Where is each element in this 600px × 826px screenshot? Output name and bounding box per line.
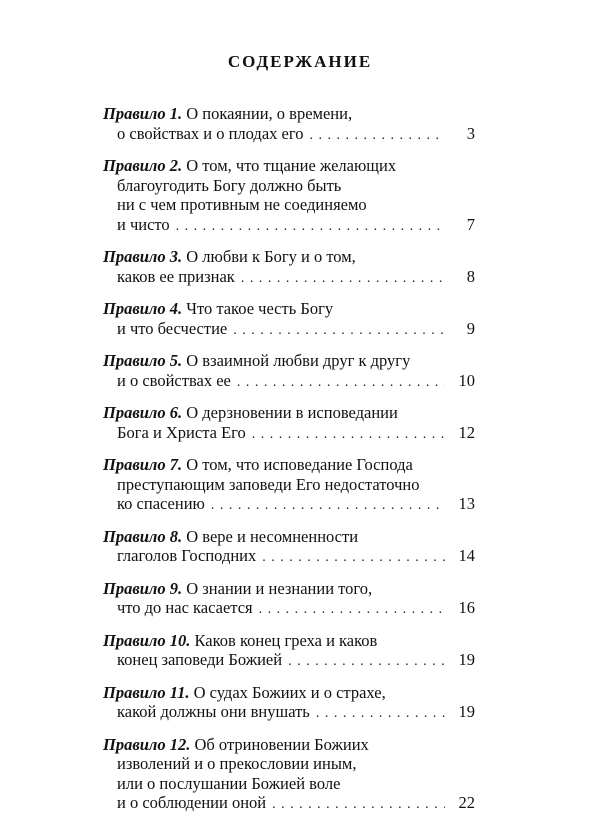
toc-entry[interactable]	[103, 104, 475, 145]
toc-entry[interactable]	[103, 735, 475, 815]
page-number: 10	[458, 370, 475, 390]
toc-entry-line	[103, 475, 475, 495]
toc-entry[interactable]	[103, 683, 475, 724]
toc-entry-text	[103, 527, 358, 546]
page-number: 3	[466, 123, 475, 143]
toc-line-text: или о послушании Божией воле	[117, 773, 341, 793]
toc-line-text: О том, что тщание желающих	[186, 156, 397, 175]
toc-line-text: О взаимной любви друг к другу	[186, 351, 411, 370]
rule-label: Правило 11.	[103, 682, 190, 702]
toc-line-text: ко спасению	[117, 494, 205, 513]
toc-entry-last-line	[103, 494, 475, 516]
toc-entry-last-line	[103, 650, 475, 672]
rule-label: Правило 3.	[103, 247, 183, 266]
toc-line-text: О любви к Богу и о том,	[186, 247, 356, 266]
page-title: СОДЕРЖАНИЕ	[227, 52, 373, 71]
toc-line-text: Что такое честь Богу	[186, 299, 334, 318]
toc-entry-last-line	[103, 793, 475, 815]
toc-entry-text	[117, 702, 310, 722]
toc-entry-last-line	[103, 267, 475, 289]
toc-entry-line	[103, 156, 475, 176]
rule-label: Правило 9.	[103, 578, 183, 598]
toc-line-text: глаголов Господних	[117, 546, 257, 565]
rule-label: Правило 1.	[103, 104, 183, 123]
toc-entry[interactable]	[103, 247, 475, 288]
toc-line-text: благоугодить Богу должно быть	[117, 175, 342, 195]
page-number: 13	[458, 494, 475, 513]
page-number: 12	[458, 422, 475, 442]
toc-entry-text	[117, 546, 256, 566]
rule-label: Правило 8.	[103, 526, 183, 546]
dot-leader	[176, 217, 445, 237]
page-number: 19	[458, 650, 475, 669]
table-of-contents	[103, 104, 475, 826]
toc-line-text: что до нас касается	[117, 598, 253, 617]
rule-label: Правило 12.	[103, 734, 191, 754]
dot-leader	[262, 548, 445, 568]
toc-line-text: Каков конец греха и каков	[194, 630, 378, 650]
toc-entry-text	[103, 631, 377, 650]
toc-entry-text	[117, 754, 357, 773]
toc-entry[interactable]	[103, 579, 475, 620]
toc-entry-last-line	[103, 702, 475, 724]
toc-entry-text	[117, 371, 231, 391]
page-number: 9	[466, 318, 475, 338]
page-number: 8	[466, 266, 475, 286]
toc-line-text: Об отриновении Божиих	[194, 734, 369, 754]
toc-line-text: ни с чем противным не соединяемо	[117, 195, 367, 214]
page-number: 16	[458, 598, 475, 617]
toc-entry-line	[103, 735, 475, 755]
toc-entry-line	[103, 631, 475, 651]
toc-entry-line	[103, 247, 475, 267]
toc-line-text: каков ее признак	[117, 266, 235, 286]
toc-entry-text	[103, 455, 413, 474]
toc-line-text: Бога и Христа Его	[117, 422, 246, 442]
toc-entry-line	[103, 774, 475, 794]
dot-leader	[233, 321, 445, 341]
toc-entry-line	[103, 455, 475, 475]
toc-entry[interactable]	[103, 403, 475, 444]
toc-entry-text	[103, 403, 398, 422]
toc-entry-text	[117, 475, 419, 494]
toc-line-text: преступающим заповеди Его недостаточно	[117, 474, 420, 494]
toc-line-text: О дерзновении в исповедании	[186, 403, 398, 422]
toc-entry-text	[103, 156, 396, 175]
dot-leader	[316, 704, 445, 724]
toc-entry-text	[117, 650, 282, 670]
toc-entry-last-line	[103, 124, 475, 146]
toc-entry-last-line	[103, 371, 475, 393]
toc-entry-line	[103, 351, 475, 371]
toc-line-text: О том, что исповедание Господа	[186, 455, 413, 474]
toc-line-text: и что бесчестие	[117, 318, 228, 338]
toc-line-text: конец заповеди Божией	[117, 650, 283, 669]
page-number: 22	[458, 793, 475, 812]
toc-entry-text	[117, 176, 341, 195]
toc-entry-text	[103, 735, 369, 754]
toc-entry-line	[103, 683, 475, 703]
rule-label: Правило 4.	[103, 299, 183, 318]
toc-entry-text	[103, 104, 352, 123]
toc-entry-text	[103, 351, 410, 370]
rule-label: Правило 2.	[103, 156, 183, 175]
toc-entry-last-line	[103, 546, 475, 568]
toc-entry-text	[117, 215, 170, 235]
toc-entry[interactable]	[103, 156, 475, 236]
toc-line-text: и о соблюдении оной	[117, 793, 267, 812]
rule-label: Правило 5.	[103, 351, 183, 370]
toc-line-text: и чисто	[117, 214, 170, 234]
toc-line-text: какой должны они внушать	[117, 702, 310, 721]
page-number: 19	[458, 702, 475, 721]
toc-entry-text	[103, 579, 372, 598]
rule-label: Правило 6.	[103, 403, 183, 422]
toc-entry-text	[103, 247, 356, 266]
dot-leader	[288, 652, 445, 672]
dot-leader	[252, 425, 445, 445]
toc-entry[interactable]	[103, 455, 475, 516]
toc-line-text: и о свойствах ее	[117, 370, 231, 390]
dot-leader	[309, 126, 445, 146]
toc-entry-line	[103, 195, 475, 215]
toc-entry-text	[117, 774, 340, 793]
toc-entry-line	[103, 176, 475, 196]
page-number: 7	[466, 214, 475, 234]
toc-entry-line	[103, 299, 475, 319]
toc-line-text: О вере и несомненности	[186, 526, 359, 546]
toc-entry-text	[117, 494, 205, 514]
toc-entry-last-line	[103, 319, 475, 341]
toc-entry[interactable]	[103, 351, 475, 392]
dot-leader	[272, 795, 445, 815]
toc-entry-text	[117, 124, 303, 144]
dot-leader	[237, 373, 445, 393]
toc-entry-last-line	[103, 598, 475, 620]
toc-entry-text	[117, 267, 235, 287]
toc-entry-text	[117, 195, 367, 214]
toc-entry-line	[103, 403, 475, 423]
toc-line-text: О судах Божиих и о страхе,	[193, 682, 386, 702]
toc-entry-text	[103, 299, 333, 318]
toc-entry-line	[103, 527, 475, 547]
dot-leader	[241, 269, 445, 289]
toc-entry[interactable]	[103, 299, 475, 340]
toc-entry-line	[103, 579, 475, 599]
rule-label: Правило 10.	[103, 630, 191, 650]
toc-line-text: О покаянии, о времени,	[186, 104, 353, 123]
dot-leader	[211, 496, 445, 516]
toc-line-text: изволений и о прекословии иным,	[117, 754, 357, 773]
toc-entry-text	[117, 598, 253, 618]
toc-entry[interactable]	[103, 527, 475, 568]
dot-leader	[259, 600, 445, 620]
toc-entry-line	[103, 104, 475, 124]
toc-entry-last-line	[103, 215, 475, 237]
toc-entry-last-line	[103, 423, 475, 445]
toc-line-text: О знании и незнании того,	[186, 578, 373, 598]
toc-entry-text	[117, 793, 266, 813]
rule-label: Правило 7.	[103, 455, 183, 474]
page-number: 14	[458, 546, 475, 565]
toc-line-text: о свойствах и о плодах его	[117, 123, 304, 143]
toc-entry-text	[103, 683, 386, 702]
toc-entry-line	[103, 754, 475, 774]
toc-entry-text	[117, 319, 227, 339]
toc-entry-text	[117, 423, 246, 443]
toc-entry[interactable]	[103, 631, 475, 672]
